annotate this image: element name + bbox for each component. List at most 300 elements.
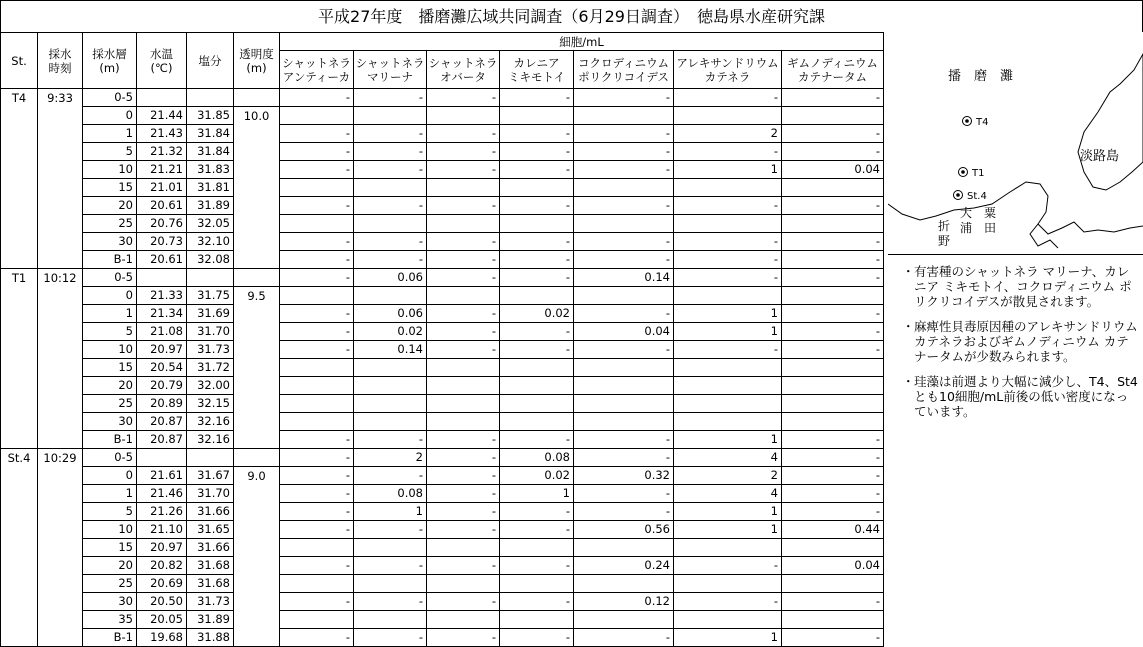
depth-cell: 0-5 (83, 89, 137, 107)
cell-count: 1 (674, 161, 782, 179)
cell-count: - (280, 449, 354, 467)
cell-count: - (427, 503, 500, 521)
cell-count (354, 611, 427, 629)
salinity-cell: 32.16 (187, 413, 234, 431)
table-row (1, 305, 884, 323)
cell-count: - (782, 467, 884, 485)
cell-count (574, 395, 674, 413)
header-st: St. (1, 33, 38, 89)
cell-count: - (782, 449, 884, 467)
svg-text:T1: T1 (972, 168, 985, 179)
salinity-cell: 32.08 (187, 251, 234, 269)
cell-count: - (500, 125, 574, 143)
table-row (1, 359, 884, 377)
cell-count: - (500, 323, 574, 341)
map-place-oura-2: 浦 (960, 221, 973, 235)
cell-count: - (280, 197, 354, 215)
river-mouth-shape (1030, 224, 1058, 248)
cell-count (782, 215, 884, 233)
temp-cell: 21.10 (137, 521, 187, 539)
cell-count: - (500, 251, 574, 269)
cell-count (500, 179, 574, 197)
map-sea-label: 播 磨 灘 (948, 69, 1014, 84)
depth-cell: 10 (83, 161, 137, 179)
transparency-cell (234, 89, 280, 107)
cell-count: - (354, 521, 427, 539)
cell-count: 0.06 (354, 305, 427, 323)
cell-count: - (280, 341, 354, 359)
cell-count (782, 395, 884, 413)
temp-cell: 20.05 (137, 611, 187, 629)
cell-count (500, 413, 574, 431)
depth-cell: 15 (83, 179, 137, 197)
cell-count: - (500, 89, 574, 107)
salinity-cell: 31.70 (187, 485, 234, 503)
cell-count (280, 287, 354, 305)
cell-count: 0.14 (354, 341, 427, 359)
cell-count (782, 575, 884, 593)
temp-cell: 20.73 (137, 233, 187, 251)
cell-count: 0.02 (500, 305, 574, 323)
cell-count: - (280, 485, 354, 503)
table-row (1, 89, 884, 107)
station-name: T4 (1, 89, 38, 269)
cell-count: - (782, 89, 884, 107)
depth-cell: 5 (83, 323, 137, 341)
cell-count: - (354, 251, 427, 269)
cell-count: 2 (674, 467, 782, 485)
table-row (1, 269, 884, 287)
cell-count: - (674, 341, 782, 359)
depth-cell: 15 (83, 539, 137, 557)
table-row (1, 611, 884, 629)
cell-count: - (427, 341, 500, 359)
cell-count: - (574, 233, 674, 251)
cell-count (427, 611, 500, 629)
depth-cell: 20 (83, 557, 137, 575)
table-row (1, 413, 884, 431)
cell-count: - (280, 143, 354, 161)
station-marker-t1 (959, 168, 985, 180)
header-species: シャットネラ アンティーカ (280, 51, 354, 89)
cell-count: - (280, 233, 354, 251)
table-row (1, 395, 884, 413)
cell-count (782, 539, 884, 557)
cell-count: 1 (674, 305, 782, 323)
cell-count: - (427, 305, 500, 323)
cell-count (674, 611, 782, 629)
cell-count: - (280, 125, 354, 143)
cell-count: - (500, 629, 574, 647)
cell-count: - (280, 431, 354, 449)
cell-count: - (354, 629, 427, 647)
cell-count: - (500, 521, 574, 539)
transparency-cell (234, 269, 280, 287)
cell-count: - (354, 197, 427, 215)
cell-count: 4 (674, 449, 782, 467)
cell-count: - (574, 305, 674, 323)
temp-cell: 21.46 (137, 485, 187, 503)
cell-count: - (427, 233, 500, 251)
temp-cell: 20.54 (137, 359, 187, 377)
map-place-awata-2: 田 (984, 221, 997, 235)
salinity-cell: 31.84 (187, 143, 234, 161)
cell-count: - (427, 323, 500, 341)
cell-count (674, 377, 782, 395)
salinity-cell: 32.05 (187, 215, 234, 233)
salinity-cell: 31.75 (187, 287, 234, 305)
header-species: カレニア ミキモトイ (500, 51, 574, 89)
cell-count: - (427, 557, 500, 575)
cell-count (427, 377, 500, 395)
header-time: 採水 時刻 (38, 33, 83, 89)
temp-cell: 21.44 (137, 107, 187, 125)
cell-count: - (427, 143, 500, 161)
table-row (1, 107, 884, 125)
table-row (1, 539, 884, 557)
depth-cell: 30 (83, 233, 137, 251)
cell-count: - (280, 593, 354, 611)
notes-list (902, 264, 1140, 429)
cell-count (427, 287, 500, 305)
cell-count (674, 395, 782, 413)
map-place-oura-1: 大 (960, 206, 973, 220)
temp-cell: 21.32 (137, 143, 187, 161)
cell-count: - (574, 449, 674, 467)
temp-cell: 20.97 (137, 539, 187, 557)
salinity-cell: 31.85 (187, 107, 234, 125)
table-row (1, 485, 884, 503)
salinity-cell: 32.00 (187, 377, 234, 395)
map-place-awata-1: 粟 (984, 206, 997, 220)
cell-count: - (574, 125, 674, 143)
depth-cell: 30 (83, 593, 137, 611)
cell-count (427, 179, 500, 197)
cell-count: - (782, 323, 884, 341)
svg-text:St.4: St.4 (967, 191, 987, 202)
cell-count: 0.06 (354, 269, 427, 287)
table-row (1, 593, 884, 611)
cell-count: - (782, 341, 884, 359)
table-row (1, 323, 884, 341)
awaji-island-shape (1078, 54, 1143, 190)
depth-cell: 10 (83, 521, 137, 539)
cell-count: - (280, 521, 354, 539)
salinity-cell: 32.10 (187, 233, 234, 251)
salinity-cell: 31.88 (187, 629, 234, 647)
cell-count (427, 575, 500, 593)
header-species: アレキサンドリウム カテネラ (674, 51, 782, 89)
transparency-cell: 9.0 (234, 467, 280, 647)
sampling-time: 9:33 (38, 89, 83, 269)
cell-count: - (354, 233, 427, 251)
table-row (1, 215, 884, 233)
cell-count: - (782, 305, 884, 323)
cell-count: - (354, 161, 427, 179)
cell-count: 0.02 (500, 467, 574, 485)
table-row (1, 233, 884, 251)
cell-count: - (427, 449, 500, 467)
depth-cell: 35 (83, 611, 137, 629)
table-row (1, 287, 884, 305)
header-cells-per-ml: 細胞/mL (280, 33, 884, 51)
cell-count: 0.56 (574, 521, 674, 539)
cell-count (574, 287, 674, 305)
cell-count: 1 (500, 485, 574, 503)
cell-count: 1 (674, 503, 782, 521)
cell-count (280, 575, 354, 593)
cell-count (354, 359, 427, 377)
cell-count (574, 377, 674, 395)
table-row (1, 503, 884, 521)
header-species: ギムノディニウム カテナータム (782, 51, 884, 89)
cell-count: 0.04 (782, 557, 884, 575)
header-species: シャットネラ マリーナ (354, 51, 427, 89)
cell-count: - (354, 557, 427, 575)
cell-count (782, 377, 884, 395)
cell-count: - (574, 161, 674, 179)
cell-count (782, 107, 884, 125)
cell-count: - (782, 503, 884, 521)
map-place-orino-1: 折 (938, 219, 951, 233)
cell-count (427, 413, 500, 431)
cell-count (782, 179, 884, 197)
temp-cell (137, 449, 187, 467)
cell-count: - (674, 197, 782, 215)
page-title: 平成27年度 播磨灘広域共同調査（6月29日調査） 徳島県水産研究課 (0, 0, 1143, 32)
cell-count (427, 539, 500, 557)
temp-cell: 20.76 (137, 215, 187, 233)
cell-count (354, 179, 427, 197)
cell-count: - (674, 89, 782, 107)
table-row (1, 449, 884, 467)
table-row (1, 161, 884, 179)
cell-count: 0.08 (354, 485, 427, 503)
temp-cell (137, 89, 187, 107)
depth-cell: 15 (83, 359, 137, 377)
cell-count: 2 (354, 449, 427, 467)
salinity-cell: 31.81 (187, 179, 234, 197)
cell-count: - (280, 557, 354, 575)
cell-count: - (574, 143, 674, 161)
table-row (1, 557, 884, 575)
cell-count: - (500, 143, 574, 161)
cell-count: - (427, 89, 500, 107)
cell-count: - (280, 629, 354, 647)
note-item: ・ 麻痺性貝毒原因種のアレキサンドリウム カテネラおよびギムノディニウム カテナータムが少数みられます。 (902, 319, 1138, 364)
cell-count: 2 (674, 125, 782, 143)
cell-count (500, 539, 574, 557)
sampling-time: 10:29 (38, 449, 83, 647)
cell-count: - (782, 431, 884, 449)
cell-count (574, 179, 674, 197)
station-marker-st4 (954, 191, 987, 203)
cell-count (280, 179, 354, 197)
cell-count: - (782, 485, 884, 503)
cell-count (674, 575, 782, 593)
cell-count: - (782, 269, 884, 287)
cell-count: - (427, 269, 500, 287)
cell-count: - (674, 593, 782, 611)
cell-count: - (574, 431, 674, 449)
salinity-cell (187, 269, 234, 287)
salinity-cell: 32.15 (187, 395, 234, 413)
cell-count: - (500, 269, 574, 287)
cell-count (500, 611, 574, 629)
table-row (1, 197, 884, 215)
depth-cell: B-1 (83, 431, 137, 449)
salinity-cell: 32.16 (187, 431, 234, 449)
cell-count (782, 611, 884, 629)
cell-count: - (354, 431, 427, 449)
depth-cell: 20 (83, 377, 137, 395)
cell-count (354, 287, 427, 305)
cell-count (574, 413, 674, 431)
cell-count: - (500, 341, 574, 359)
cell-count (674, 179, 782, 197)
temp-cell: 21.43 (137, 125, 187, 143)
cell-count (574, 107, 674, 125)
svg-text:T4: T4 (976, 117, 989, 128)
cell-count: - (500, 233, 574, 251)
cell-count (500, 287, 574, 305)
header-salinity: 塩分 (187, 33, 234, 89)
cell-count: - (674, 143, 782, 161)
cell-count: - (782, 125, 884, 143)
map-place-orino-2: 野 (938, 234, 951, 248)
depth-cell: 1 (83, 305, 137, 323)
depth-cell: B-1 (83, 629, 137, 647)
cell-count (280, 395, 354, 413)
table-row (1, 251, 884, 269)
cell-count (500, 395, 574, 413)
header-layer: 採水層 (m) (83, 33, 137, 89)
salinity-cell: 31.66 (187, 503, 234, 521)
table-row (1, 431, 884, 449)
salinity-cell: 31.68 (187, 557, 234, 575)
salinity-cell: 31.68 (187, 575, 234, 593)
cell-count: - (280, 161, 354, 179)
cell-count (280, 107, 354, 125)
table-row (1, 629, 884, 647)
header-species: シャットネラ オバータ (427, 51, 500, 89)
cell-count: - (674, 557, 782, 575)
cell-count: 1 (674, 629, 782, 647)
cell-count: - (574, 503, 674, 521)
cell-count (674, 413, 782, 431)
temp-cell: 20.87 (137, 413, 187, 431)
depth-cell: 0 (83, 287, 137, 305)
depth-cell: B-1 (83, 251, 137, 269)
cell-count: - (500, 431, 574, 449)
salinity-cell: 31.89 (187, 197, 234, 215)
cell-count: 0.44 (782, 521, 884, 539)
cell-count: - (574, 629, 674, 647)
cell-count: - (427, 431, 500, 449)
cell-count: - (427, 467, 500, 485)
temp-cell: 21.26 (137, 503, 187, 521)
header-transparency: 透明度 (m) (234, 33, 280, 89)
table-row (1, 341, 884, 359)
depth-cell: 1 (83, 125, 137, 143)
cell-count: 0.08 (500, 449, 574, 467)
cell-count: - (280, 503, 354, 521)
cell-count (427, 395, 500, 413)
cell-count: - (427, 629, 500, 647)
cell-count: 0.14 (574, 269, 674, 287)
station-marker-t4 (963, 117, 989, 129)
cell-count: 0.12 (574, 593, 674, 611)
depth-cell: 1 (83, 485, 137, 503)
cell-count: - (427, 593, 500, 611)
cell-count: 4 (674, 485, 782, 503)
cell-count (280, 611, 354, 629)
cell-count: 1 (674, 431, 782, 449)
cell-count: 0.32 (574, 467, 674, 485)
cell-count: - (280, 251, 354, 269)
table-row (1, 575, 884, 593)
cell-count (500, 377, 574, 395)
cell-count (574, 575, 674, 593)
cell-count: - (500, 593, 574, 611)
cell-count: - (782, 197, 884, 215)
temp-cell: 20.97 (137, 341, 187, 359)
transparency-cell: 9.5 (234, 287, 280, 449)
temp-cell: 21.34 (137, 305, 187, 323)
cell-count: - (427, 521, 500, 539)
table-row (1, 521, 884, 539)
cell-count: - (500, 503, 574, 521)
cell-count: - (427, 197, 500, 215)
temp-cell: 21.33 (137, 287, 187, 305)
cell-count (427, 215, 500, 233)
temp-cell: 20.61 (137, 251, 187, 269)
cell-count (674, 359, 782, 377)
cell-count: - (782, 143, 884, 161)
transparency-cell (234, 449, 280, 467)
salinity-cell (187, 89, 234, 107)
cell-count: - (427, 485, 500, 503)
cell-count: - (280, 467, 354, 485)
cell-count: - (674, 269, 782, 287)
salinity-cell: 31.65 (187, 521, 234, 539)
cell-count: - (574, 89, 674, 107)
salinity-cell: 31.84 (187, 125, 234, 143)
cell-count (500, 575, 574, 593)
cell-count: - (427, 161, 500, 179)
depth-cell: 5 (83, 143, 137, 161)
cell-count: 0.02 (354, 323, 427, 341)
temp-cell: 21.61 (137, 467, 187, 485)
cell-count: - (427, 251, 500, 269)
temp-cell: 21.08 (137, 323, 187, 341)
salinity-cell: 31.73 (187, 593, 234, 611)
depth-cell: 0-5 (83, 269, 137, 287)
header-species: コクロディニウム ポリクリコイデス (574, 51, 674, 89)
cell-count (782, 359, 884, 377)
salinity-cell: 31.72 (187, 359, 234, 377)
station-name: St.4 (1, 449, 38, 647)
depth-cell: 25 (83, 575, 137, 593)
cell-count (354, 395, 427, 413)
cell-count: - (354, 143, 427, 161)
cell-count: 1 (674, 521, 782, 539)
salinity-cell: 31.69 (187, 305, 234, 323)
cell-count (354, 575, 427, 593)
area-map (888, 32, 1143, 255)
temp-cell: 19.68 (137, 629, 187, 647)
cell-count: - (574, 251, 674, 269)
